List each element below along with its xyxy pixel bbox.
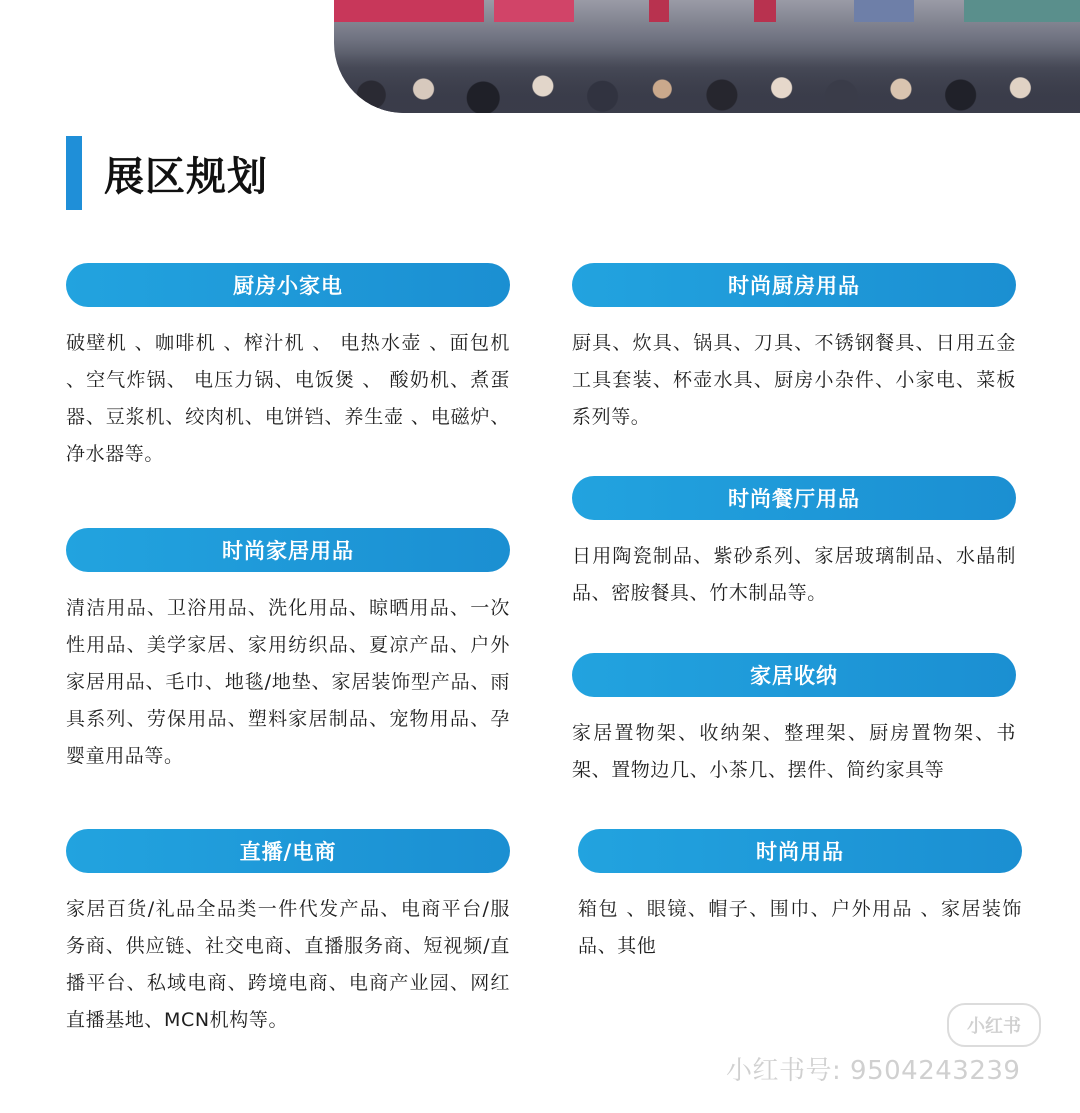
category-description: 家居百货/礼品全品类一件代发产品、电商平台/服务商、供应链、社交电商、直播服务商、短视频/直播平台、私域电商、跨境电商、电商产业园、网红直播基地、MCN机构等。 [66,898,510,1031]
watermark-text: 小红书号: 9504243239 [726,1056,1021,1086]
category-kitchen-appliances [66,263,510,473]
category-description: 家居置物架、收纳架、整理架、厨房置物架、书架、置物边几、小茶几、摆件、简约家具等 [572,722,1016,781]
booth-sign [334,0,484,22]
category-title: 时尚用品 [578,829,1022,873]
category-title: 时尚餐厅用品 [572,476,1016,520]
category-title: 家居收纳 [572,653,1016,697]
watermark-logo: 小红书 [947,1003,1041,1047]
crowd [334,53,1080,113]
expo-crowd-photo [334,0,1080,113]
category-home-goods [66,528,510,775]
category-title: 厨房小家电 [66,263,510,307]
booth-sign [754,0,776,22]
category-title: 时尚家居用品 [66,528,510,572]
category-description: 日用陶瓷制品、紫砂系列、家居玻璃制品、水晶制品、密胺餐具、竹木制品等。 [572,545,1016,604]
booth-sign [854,0,914,22]
category-description: 厨具、炊具、锅具、刀具、不锈钢餐具、日用五金工具套装、杯壶水具、厨房小杂件、小家电、菜板系列等。 [572,332,1016,428]
booth-sign [494,0,574,22]
category-description: 破壁机 、咖啡机 、榨汁机 、 电热水壶 、面包机 、空气炸锅、 电压力锅、电饭煲 、 酸奶机、煮蛋器、豆浆机、绞肉机、电饼铛、养生壶 、电磁炉、净水器等。 [66,332,510,465]
category-fashion-accessories [578,829,1022,965]
booth-sign [964,0,1080,22]
section-heading [66,136,268,210]
heading-accent-bar [66,136,82,210]
section-title: 展区规划 [104,154,268,199]
category-kitchenware [572,263,1016,436]
category-title: 时尚厨房用品 [572,263,1016,307]
category-dining [572,476,1016,612]
booth-sign [649,0,669,22]
category-description: 清洁用品、卫浴用品、洗化用品、晾晒用品、一次性用品、美学家居、家用纺织品、夏凉产品、户外家居用品、毛巾、地毯/地垫、家居装饰型产品、雨具系列、劳保用品、塑料家居制品、宠物用品、孕婴童用品等。 [66,597,510,767]
category-description: 箱包 、眼镜、帽子、围巾、户外用品 、家居装饰品、其他 [578,898,1022,957]
category-livestream-ecommerce [66,829,510,1039]
category-storage [572,653,1016,789]
category-title: 直播/电商 [66,829,510,873]
